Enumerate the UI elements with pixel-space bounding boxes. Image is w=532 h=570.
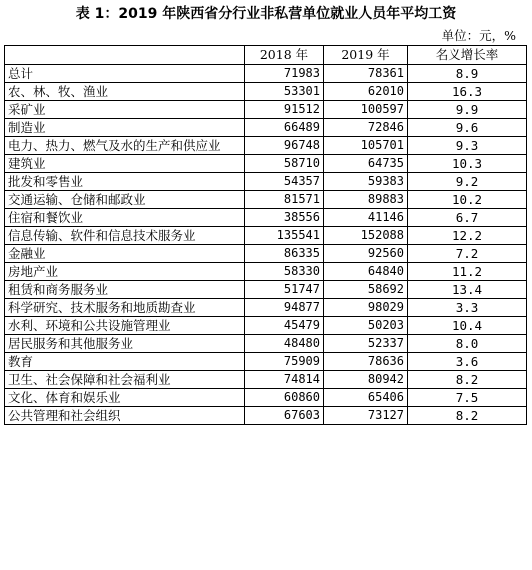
- cell-industry: 农、林、牧、渔业: [5, 83, 245, 101]
- cell-2019-wage: 152088: [324, 227, 408, 245]
- cell-2019-wage: 41146: [324, 209, 408, 227]
- cell-industry: 总计: [5, 65, 245, 83]
- header-2018: 2018 年: [245, 46, 324, 65]
- table-body: [5, 65, 527, 425]
- cell-2019-wage: 72846: [324, 119, 408, 137]
- header-industry: [5, 46, 245, 65]
- cell-2019-wage: 64735: [324, 155, 408, 173]
- table-row: [5, 335, 527, 353]
- cell-industry: 信息传输、软件和信息技术服务业: [5, 227, 245, 245]
- cell-2018-wage: 51747: [245, 281, 324, 299]
- table-row: [5, 173, 527, 191]
- cell-growth-rate: 8.2: [408, 407, 527, 425]
- cell-2019-wage: 62010: [324, 83, 408, 101]
- cell-2018-wage: 81571: [245, 191, 324, 209]
- cell-growth-rate: 12.2: [408, 227, 527, 245]
- cell-industry: 建筑业: [5, 155, 245, 173]
- cell-2019-wage: 59383: [324, 173, 408, 191]
- header-growth-rate: 名义增长率: [408, 46, 527, 65]
- table-title: 表 1：2019 年陕西省分行业非私营单位就业人员年平均工资: [75, 6, 457, 22]
- cell-industry: 住宿和餐饮业: [5, 209, 245, 227]
- unit-note: 单位：元，%: [441, 28, 516, 43]
- table-row: [5, 317, 527, 335]
- cell-2018-wage: 75909: [245, 353, 324, 371]
- table-row: [5, 137, 527, 155]
- cell-growth-rate: 11.2: [408, 263, 527, 281]
- cell-2019-wage: 50203: [324, 317, 408, 335]
- table-row: [5, 83, 527, 101]
- cell-industry: 批发和零售业: [5, 173, 245, 191]
- cell-2018-wage: 94877: [245, 299, 324, 317]
- cell-2019-wage: 80942: [324, 371, 408, 389]
- cell-growth-rate: 7.5: [408, 389, 527, 407]
- table-row: [5, 191, 527, 209]
- cell-2019-wage: 98029: [324, 299, 408, 317]
- cell-industry: 金融业: [5, 245, 245, 263]
- cell-industry: 教育: [5, 353, 245, 371]
- table-row: [5, 155, 527, 173]
- table-row: [5, 101, 527, 119]
- cell-2018-wage: 66489: [245, 119, 324, 137]
- cell-industry: 文化、体育和娱乐业: [5, 389, 245, 407]
- cell-growth-rate: 9.6: [408, 119, 527, 137]
- cell-2018-wage: 58330: [245, 263, 324, 281]
- cell-2018-wage: 38556: [245, 209, 324, 227]
- cell-growth-rate: 10.2: [408, 191, 527, 209]
- cell-industry: 卫生、社会保障和社会福利业: [5, 371, 245, 389]
- table-row: [5, 407, 527, 425]
- cell-growth-rate: 6.7: [408, 209, 527, 227]
- wage-table: [4, 45, 527, 425]
- cell-2018-wage: 96748: [245, 137, 324, 155]
- table-row: [5, 353, 527, 371]
- cell-growth-rate: 8.9: [408, 65, 527, 83]
- cell-2018-wage: 60860: [245, 389, 324, 407]
- cell-growth-rate: 9.2: [408, 173, 527, 191]
- table-row: [5, 65, 527, 83]
- cell-2019-wage: 78361: [324, 65, 408, 83]
- cell-industry: 房地产业: [5, 263, 245, 281]
- cell-2019-wage: 92560: [324, 245, 408, 263]
- cell-industry: 科学研究、技术服务和地质勘查业: [5, 299, 245, 317]
- table-header-row: [5, 46, 527, 65]
- cell-industry: 交通运输、仓储和邮政业: [5, 191, 245, 209]
- cell-2019-wage: 89883: [324, 191, 408, 209]
- table-row: [5, 371, 527, 389]
- table-row: [5, 227, 527, 245]
- cell-2018-wage: 74814: [245, 371, 324, 389]
- cell-2018-wage: 54357: [245, 173, 324, 191]
- cell-industry: 水利、环境和公共设施管理业: [5, 317, 245, 335]
- cell-industry: 制造业: [5, 119, 245, 137]
- header-2019: 2019 年: [324, 46, 408, 65]
- cell-growth-rate: 8.2: [408, 371, 527, 389]
- cell-growth-rate: 9.9: [408, 101, 527, 119]
- table-row: [5, 299, 527, 317]
- cell-industry: 公共管理和社会组织: [5, 407, 245, 425]
- cell-2018-wage: 48480: [245, 335, 324, 353]
- cell-growth-rate: 9.3: [408, 137, 527, 155]
- cell-2018-wage: 71983: [245, 65, 324, 83]
- cell-2019-wage: 52337: [324, 335, 408, 353]
- cell-2018-wage: 58710: [245, 155, 324, 173]
- cell-industry: 租赁和商务服务业: [5, 281, 245, 299]
- cell-growth-rate: 7.2: [408, 245, 527, 263]
- cell-industry: 居民服务和其他服务业: [5, 335, 245, 353]
- cell-2018-wage: 45479: [245, 317, 324, 335]
- cell-2019-wage: 78636: [324, 353, 408, 371]
- cell-2019-wage: 105701: [324, 137, 408, 155]
- cell-2018-wage: 67603: [245, 407, 324, 425]
- cell-industry: 电力、热力、燃气及水的生产和供应业: [5, 137, 245, 155]
- table-row: [5, 281, 527, 299]
- table-row: [5, 245, 527, 263]
- cell-growth-rate: 13.4: [408, 281, 527, 299]
- cell-industry: 采矿业: [5, 101, 245, 119]
- table-row: [5, 263, 527, 281]
- cell-2019-wage: 73127: [324, 407, 408, 425]
- cell-growth-rate: 8.0: [408, 335, 527, 353]
- cell-growth-rate: 3.3: [408, 299, 527, 317]
- cell-2019-wage: 65406: [324, 389, 408, 407]
- table-row: [5, 209, 527, 227]
- cell-2018-wage: 86335: [245, 245, 324, 263]
- cell-2018-wage: 53301: [245, 83, 324, 101]
- cell-growth-rate: 10.3: [408, 155, 527, 173]
- cell-2019-wage: 58692: [324, 281, 408, 299]
- cell-2018-wage: 91512: [245, 101, 324, 119]
- cell-growth-rate: 3.6: [408, 353, 527, 371]
- table-row: [5, 119, 527, 137]
- table-row: [5, 389, 527, 407]
- cell-2018-wage: 135541: [245, 227, 324, 245]
- cell-growth-rate: 16.3: [408, 83, 527, 101]
- cell-2019-wage: 64840: [324, 263, 408, 281]
- cell-growth-rate: 10.4: [408, 317, 527, 335]
- cell-2019-wage: 100597: [324, 101, 408, 119]
